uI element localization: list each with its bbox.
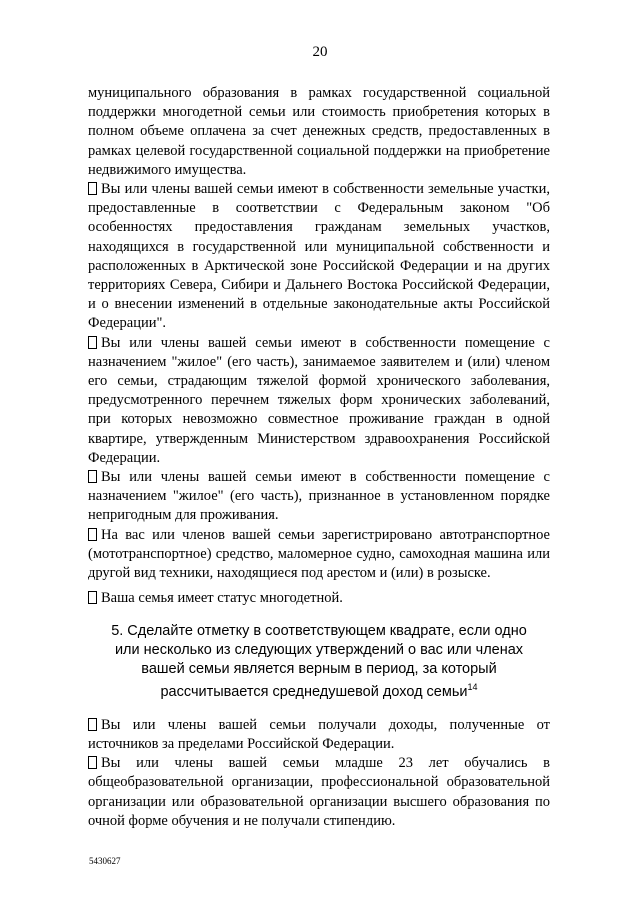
section-5-heading	[100, 622, 538, 701]
option-text: Вы или члены вашей семьи младше 23 лет обучались в общеобразовательной организации, профессиональной образовательной организации или образовательной организации высшего образования по очной форме обучения и не получали стипендию.	[88, 755, 550, 829]
option-text: Вы или члены вашей семьи имеют в собственности помещение с назначением "жилое" (его часть), признанное в установленном порядке непригодным для проживания.	[88, 469, 550, 524]
section-5-heading-text: 5. Сделайте отметку в соответствующем квадрате, если одно или несколько из следующих утверждений о вас или членах вашей семьи является верным в период, за который рассчитывается среднедушевой доход семьи	[111, 623, 527, 701]
option-text: Ваша семья имеет статус многодетной.	[101, 590, 343, 607]
option-text: Вы или члены вашей семьи имеют в собственности помещение с назначением "жилое" (его часть), занимаемое заявителем и (или) членом его семьи, страдающим тяжелой формой хронического заболевания, предусмотренного перечнем тяжелых форм хронических заболеваний, при которых невозможно совместное проживание граждан в одной квартире, утвержденным Министерством здравоохранения Российской Федерации.	[88, 334, 550, 466]
checkbox-icon[interactable]	[88, 336, 97, 349]
option-text: Вы или члены вашей семьи имеют в собственности земельные участки, предоставленные в соответствии с Федеральным законом "Об особенностях предоставления гражданам земельных участков, находящихся в государственной или муниципальной собственности и расположенных в Арктической зоне Российской Федерации и на других территориях Севера, Сибири и Дальнего Востока Российской Федерации, и о внесении изменений в отдельные законодательные акты Российской Федерации".	[88, 181, 550, 332]
option-large-family[interactable]	[88, 589, 550, 608]
footnote-ref: 14	[467, 682, 478, 693]
checkbox-icon[interactable]	[88, 470, 97, 483]
option-vehicle-arrest[interactable]	[88, 526, 550, 584]
option-land-plots[interactable]	[88, 180, 550, 334]
option-residential-unfit[interactable]	[88, 468, 550, 526]
checkbox-icon[interactable]	[88, 528, 97, 541]
checkbox-icon[interactable]	[88, 182, 97, 195]
option-text: На вас или членов вашей семьи зарегистрировано автотранспортное (мототранспортное) средство, маломерное судно, самоходная машина или другой вид техники, находящиеся под арестом и (или) в розыске.	[88, 526, 550, 582]
option-student-no-stipend[interactable]	[88, 754, 550, 831]
continuation-paragraph: муниципального образования в рамках государственной социальной поддержки многодетной семьи или стоимость приобретения которых в полном объеме оплачена за счет денежных средств, предоставленных в рамках целевой государственной социальной поддержки на приобретение недвижимого имущества.	[88, 85, 550, 178]
option-residential-chronic-illness[interactable]	[88, 334, 550, 468]
checkbox-icon[interactable]	[88, 718, 97, 731]
option-foreign-income[interactable]	[88, 716, 550, 754]
document-body	[88, 84, 550, 831]
checkbox-icon[interactable]	[88, 756, 97, 769]
page-number: 20	[312, 44, 328, 60]
document-code: 5430627	[89, 856, 121, 866]
checkbox-icon[interactable]	[88, 591, 97, 604]
option-text: Вы или члены вашей семьи получали доходы, полученные от источников за пределами Российской Федерации.	[88, 716, 550, 753]
